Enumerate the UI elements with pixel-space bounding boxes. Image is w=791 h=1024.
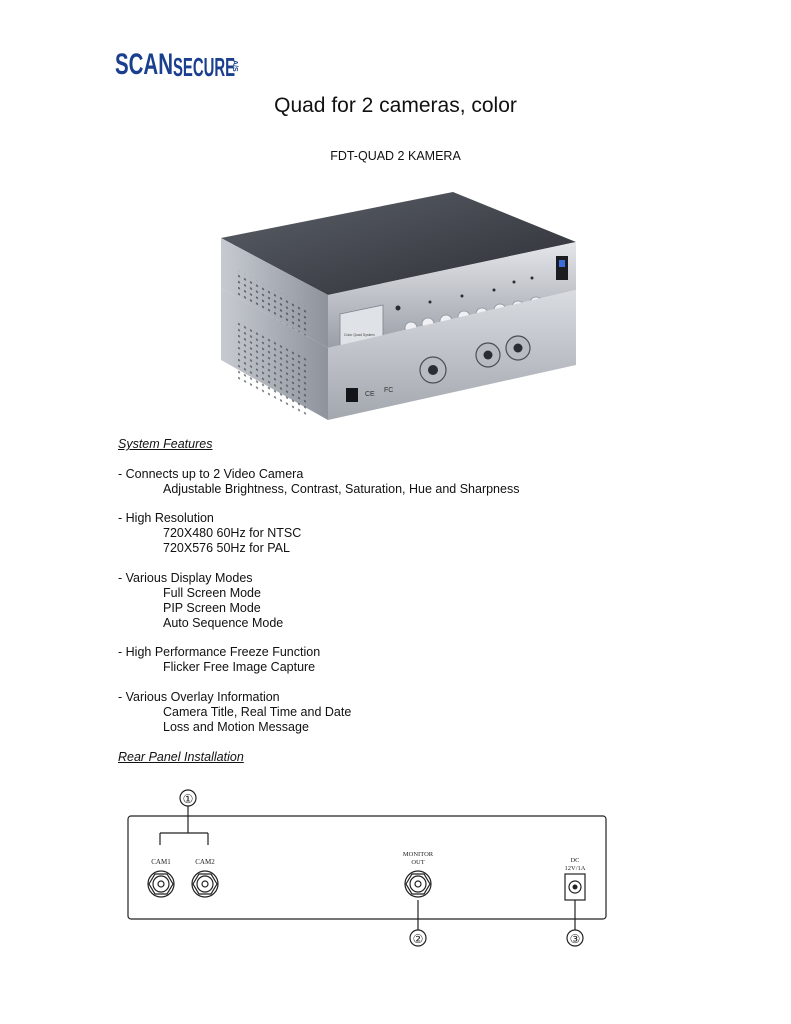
rear-panel-heading: Rear Panel Installation	[118, 750, 244, 764]
feature-detail: Adjustable Brightness, Contrast, Saturation, Hue and Sharpness	[163, 482, 520, 496]
cam1-connector	[148, 871, 174, 897]
dc-label: DC	[570, 857, 580, 864]
cam2-label: CAM2	[195, 858, 215, 866]
feature-detail: Camera Title, Real Time and Date	[163, 705, 352, 719]
dc-voltage-label: 12V/1A	[564, 865, 586, 872]
callout-2: ②	[412, 932, 424, 946]
page-title: Quad for 2 cameras, color	[274, 94, 517, 117]
feature-title: - Various Overlay Information	[118, 690, 280, 704]
feature-detail: Flicker Free Image Capture	[163, 660, 316, 674]
scansecure-logo	[115, 46, 245, 80]
logo-suffix: A/S	[231, 60, 238, 72]
feature-detail: 720X576 50Hz for PAL	[163, 541, 290, 555]
feature-detail: Loss and Motion Message	[163, 720, 309, 734]
product-photo	[218, 190, 583, 426]
feature-detail: 720X480 60Hz for NTSC	[163, 526, 302, 540]
feature-title: - High Performance Freeze Function	[118, 645, 321, 659]
feature-detail: Auto Sequence Mode	[163, 616, 284, 630]
feature-title: - Connects up to 2 Video Camera	[118, 467, 304, 481]
callout-3: ③	[569, 932, 581, 946]
page-subtitle: FDT-QUAD 2 KAMERA	[330, 149, 461, 163]
ce-mark: CE	[365, 391, 375, 398]
feature-title: - High Resolution	[118, 511, 214, 525]
rear-panel-diagram	[120, 785, 615, 955]
label-box-text: Color Quad System	[344, 333, 375, 337]
cam1-label: CAM1	[151, 858, 171, 866]
logo-text-scan: SCAN	[115, 48, 173, 80]
system-features-heading: System Features	[118, 437, 213, 451]
logo-text-secure: SECURE	[173, 52, 235, 80]
fc-mark: FC	[384, 387, 394, 394]
callout-1: ①	[182, 792, 194, 806]
cam2-connector	[192, 871, 218, 897]
feature-detail: PIP Screen Mode	[163, 601, 261, 615]
panel-outline	[128, 816, 606, 919]
monitor-out-label: OUT	[411, 859, 425, 866]
feature-title: - Various Display Modes	[118, 571, 253, 585]
monitor-label: MONITOR	[402, 851, 434, 858]
monitor-out-connector	[405, 871, 431, 897]
feature-detail: Full Screen Mode	[163, 586, 261, 600]
